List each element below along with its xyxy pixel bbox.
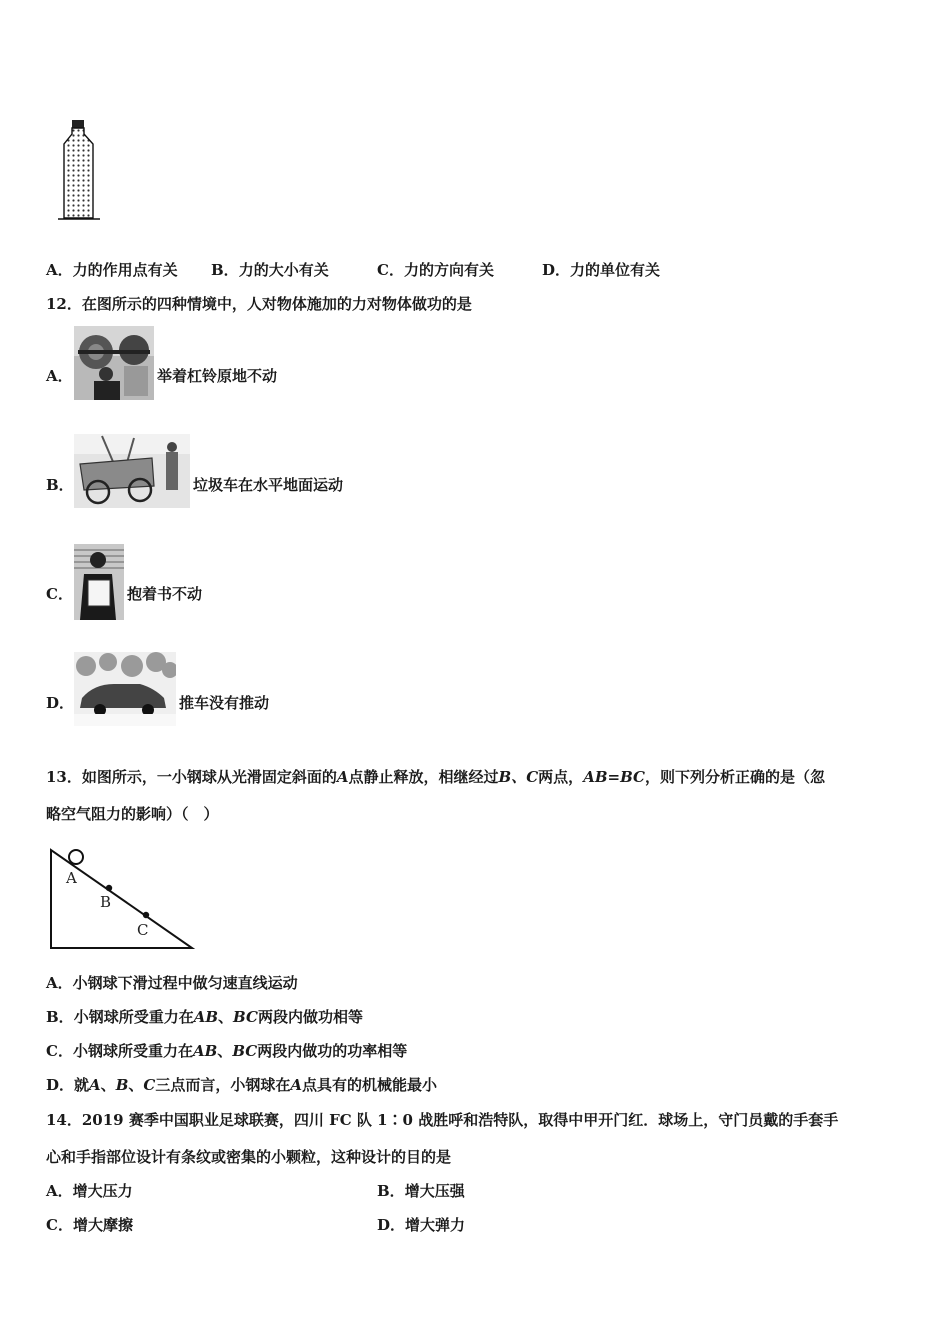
stem-point: A (336, 768, 349, 786)
point-b: B (115, 1076, 129, 1094)
stem-part: 13．如图所示，一小钢球从光滑固定斜面的 (46, 768, 337, 786)
q13-option-c (46, 1041, 407, 1061)
q11-option-b (211, 260, 329, 280)
option-text: 就 (74, 1076, 90, 1094)
option-text: 增大弹力 (405, 1216, 466, 1234)
incline-figure (46, 846, 196, 952)
q12-option-d-text: 推车没有推动 (179, 694, 270, 712)
q12-option-c-letter: C． (46, 585, 73, 603)
bottle-figure (56, 118, 106, 228)
segment-ab: AB (192, 1042, 218, 1060)
q14-option-a (46, 1181, 133, 1201)
q11-option-a (46, 260, 178, 280)
q14-stem-line1: 14．2019 赛季中国职业足球联赛，四川 FC 队 1∶0 战胜呼和浩特队，取得中甲开门红．球场上，守门员戴的手套手 (46, 1111, 839, 1129)
segment-bc: BC (233, 1008, 258, 1026)
point-a: A (290, 1076, 302, 1094)
label-c: C (137, 921, 149, 939)
q12-option-a-letter: A． (46, 367, 73, 385)
option-letter: C． (46, 1042, 73, 1060)
option-text: 力的方向有关 (403, 261, 494, 279)
q12-option-c-text: 抱着书不动 (127, 585, 203, 603)
label-b: B (100, 893, 112, 911)
q11-option-c (377, 260, 494, 280)
q14-option-b (377, 1181, 465, 1201)
holding-books-photo (74, 544, 124, 620)
q13-stem-line2: 略空气阻力的影响）（ ） (46, 805, 219, 823)
option-text: 点具有的机械能最小 (302, 1076, 438, 1094)
label-a: A (66, 869, 77, 887)
separator: 、 (128, 1076, 144, 1094)
q14-option-d (377, 1215, 465, 1235)
option-letter: D． (542, 261, 571, 279)
pushing-car-photo (74, 652, 176, 726)
q13-option-b (46, 1007, 363, 1027)
separator: 、 (100, 1076, 116, 1094)
option-text: 增大压力 (72, 1182, 133, 1200)
garbage-cart-photo (74, 434, 190, 508)
option-letter: C． (377, 261, 404, 279)
option-text: 小钢球所受重力在 (72, 1042, 193, 1060)
option-text: 力的作用点有关 (72, 261, 178, 279)
q11-option-d (542, 260, 660, 280)
option-text: 增大摩擦 (72, 1216, 133, 1234)
option-letter: B． (46, 1008, 74, 1026)
option-text: 增大压强 (404, 1182, 465, 1200)
option-letter: B． (377, 1182, 405, 1200)
segment-ab: AB (193, 1008, 219, 1026)
point-c: C (143, 1076, 156, 1094)
option-text: 力的单位有关 (570, 261, 661, 279)
stem-part: 两点， (538, 768, 584, 786)
q12-option-d-letter: D． (46, 694, 75, 712)
segment-bc: BC (232, 1042, 258, 1060)
q13-option-d (46, 1075, 437, 1095)
option-letter: B． (211, 261, 239, 279)
stem-part: 点静止释放，相继经过 (348, 768, 499, 786)
option-letter: C． (46, 1216, 73, 1234)
option-text: 两段内做功相等 (257, 1008, 363, 1026)
separator: 、 (217, 1042, 233, 1060)
option-letter: A． (46, 974, 73, 992)
option-text: 两段内做功的功率相等 (257, 1042, 408, 1060)
separator: 、 (218, 1008, 234, 1026)
q12-option-b-text: 垃圾车在水平地面运动 (193, 476, 344, 494)
stem-points: B、C (498, 768, 539, 786)
option-letter: D． (377, 1216, 406, 1234)
point-a: A (89, 1076, 101, 1094)
q12-option-a-text: 举着杠铃原地不动 (157, 367, 278, 385)
q14-option-c (46, 1215, 133, 1235)
q12-option-b-letter: B． (46, 476, 74, 494)
q13-stem-line1 (46, 767, 825, 787)
option-letter: A． (46, 1182, 73, 1200)
option-text: 三点而言，小钢球在 (155, 1076, 291, 1094)
q14-stem-line2: 心和手指部位设计有条纹或密集的小颗粒，这种设计的目的是 (46, 1148, 452, 1166)
option-letter: A． (46, 261, 73, 279)
stem-equation: AB=BC (583, 768, 645, 786)
option-text: 力的大小有关 (238, 261, 329, 279)
stem-part: ，则下列分析正确的是（忽 (644, 768, 825, 786)
option-text: 小钢球下滑过程中做匀速直线运动 (72, 974, 298, 992)
weightlifter-photo (74, 326, 154, 400)
option-letter: D． (46, 1076, 75, 1094)
q13-option-a (46, 973, 298, 993)
q12-stem: 12．在图所示的四种情境中，人对物体施加的力对物体做功的是 (46, 295, 472, 313)
option-text: 小钢球所受重力在 (73, 1008, 194, 1026)
